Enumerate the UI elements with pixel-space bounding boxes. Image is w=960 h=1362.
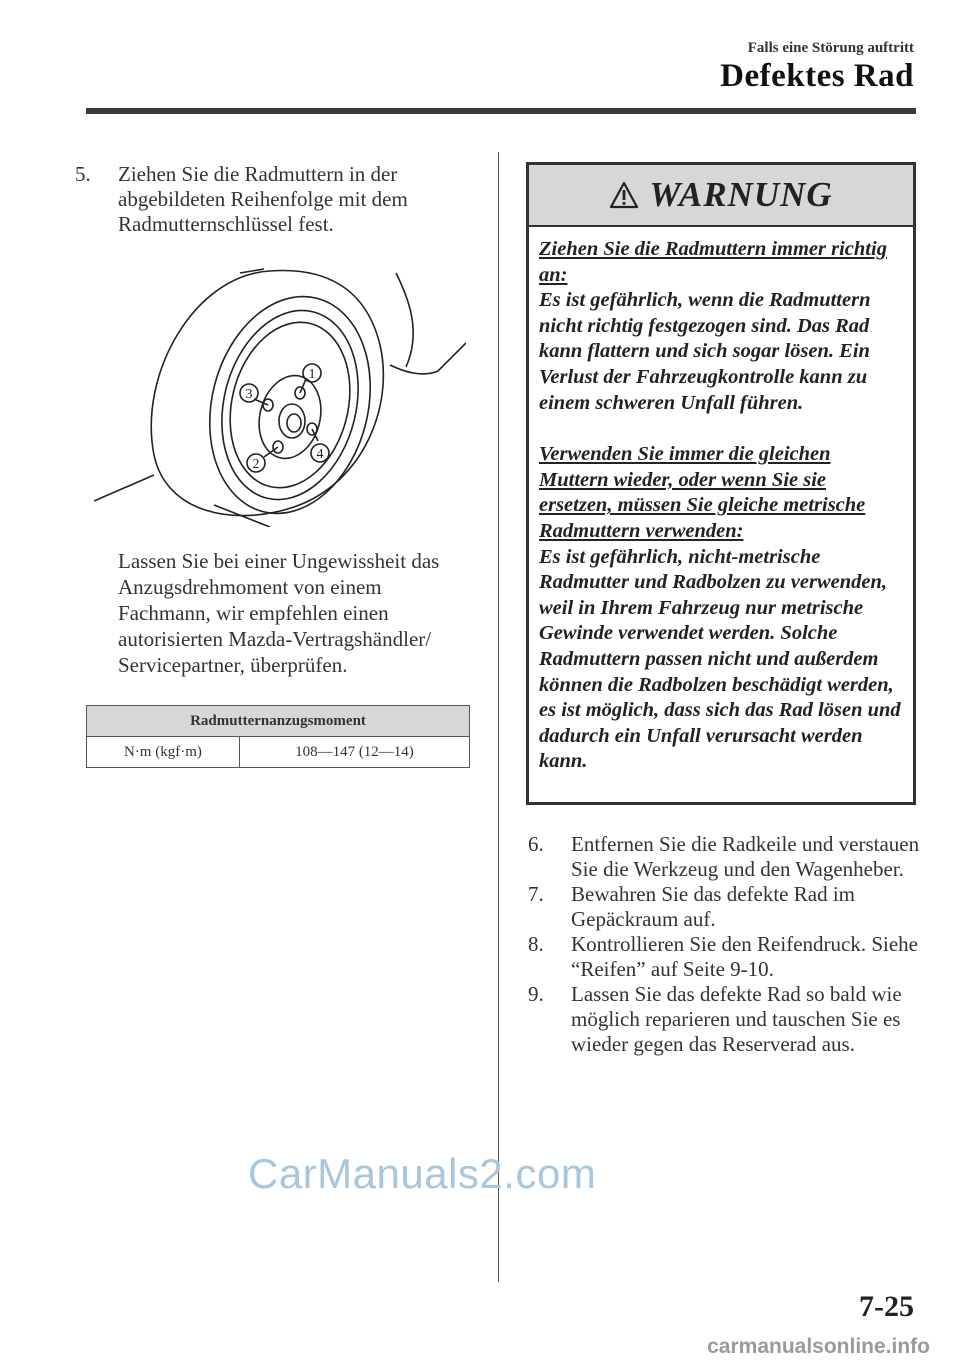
warning-box: [526, 162, 916, 805]
torque-table: [86, 705, 470, 768]
warning-text-1: Es ist gefährlich, wenn die Radmuttern nicht richtig festgezogen sind. Das Rad kann flattern und sich sogar lösen. Ein Verlust der Fahrzeugkontrolle kann zu einem schweren Unfall führen.: [539, 289, 871, 414]
step-text: Kontrollieren Sie den Reifendruck. Siehe “Reifen” auf Seite 9-10.: [571, 932, 918, 981]
torque-value-cell: 108—147 (12—14): [239, 737, 469, 768]
step-text: Lassen Sie das defekte Rad so bald wie möglich reparieren und tauschen Sie es wieder gegen das Reserverad aus.: [571, 982, 902, 1056]
step-7: [528, 882, 928, 932]
step-6: [528, 832, 928, 882]
torque-table-header: Radmutternanzugsmoment: [87, 706, 470, 737]
section-subtitle: Falls eine Störung auftritt: [747, 40, 914, 56]
step-8: [528, 932, 928, 982]
warning-body: [529, 227, 913, 775]
step-text: Ziehen Sie die Radmuttern in der abgebildeten Reihenfolge mit dem Radmutternschlüssel fest.: [118, 162, 408, 236]
nut-label-2: 2: [252, 457, 260, 472]
header-rule: [86, 108, 916, 114]
warning-heading-2: Verwenden Sie immer die gleichen Muttern wieder, oder wenn Sie sie ersetzen, müssen Sie gleiche metrische Radmuttern verwenden:: [539, 443, 866, 542]
watermark: CarManuals2.com: [248, 1150, 597, 1197]
warning-triangle-icon: [609, 181, 639, 209]
step-number: 6.: [528, 832, 544, 856]
page-number: 7-25: [859, 1290, 914, 1323]
step-text: Bewahren Sie das defekte Rad im Gepäckraum auf.: [571, 882, 855, 931]
nut-label-4: 4: [316, 447, 324, 462]
page-title: Defektes Rad: [720, 58, 914, 94]
step-5: [75, 162, 475, 237]
nut-label-3: 3: [245, 387, 253, 402]
warning-header: [529, 165, 913, 227]
step-number: 5.: [75, 162, 91, 186]
wheel-nut-sequence-illustration: [94, 265, 466, 527]
warning-heading-1: Ziehen Sie die Radmuttern immer richtig an:: [539, 238, 887, 286]
column-divider: [498, 152, 499, 1282]
footer-site: carmanualsonline.info: [707, 1335, 930, 1358]
step-9: [528, 982, 928, 1057]
torque-note: Lassen Sie bei einer Ungewissheit das Anzugsdrehmoment von einem Fachmann, wir empfehlen einen autorisierten Mazda-Vertragshändler/ Servicepartner, überprüfen.: [118, 549, 440, 677]
nut-label-1: 1: [308, 367, 316, 382]
step-text: Entfernen Sie die Radkeile und verstauen Sie die Werkzeug und den Wagenheber.: [571, 832, 920, 881]
warning-title: WARNUNG: [649, 175, 833, 214]
step-number: 7.: [528, 882, 544, 906]
step-number: 8.: [528, 932, 544, 956]
torque-unit-cell: N·m (kgf·m): [87, 737, 240, 768]
warning-text-2: Es ist gefährlich, nicht-metrische Radmutter und Radbolzen zu verwenden, weil in Ihrem Fahrzeug nur metrische Gewinde verwendet werden. Solche Radmuttern passen nicht und außerdem können die Radbolzen beschädigt werden, es ist möglich, dass sich das Rad lösen und dadurch ein Unfall verursacht werden kann.: [539, 545, 901, 773]
steps-list: [528, 832, 928, 1057]
step-number: 9.: [528, 982, 544, 1006]
